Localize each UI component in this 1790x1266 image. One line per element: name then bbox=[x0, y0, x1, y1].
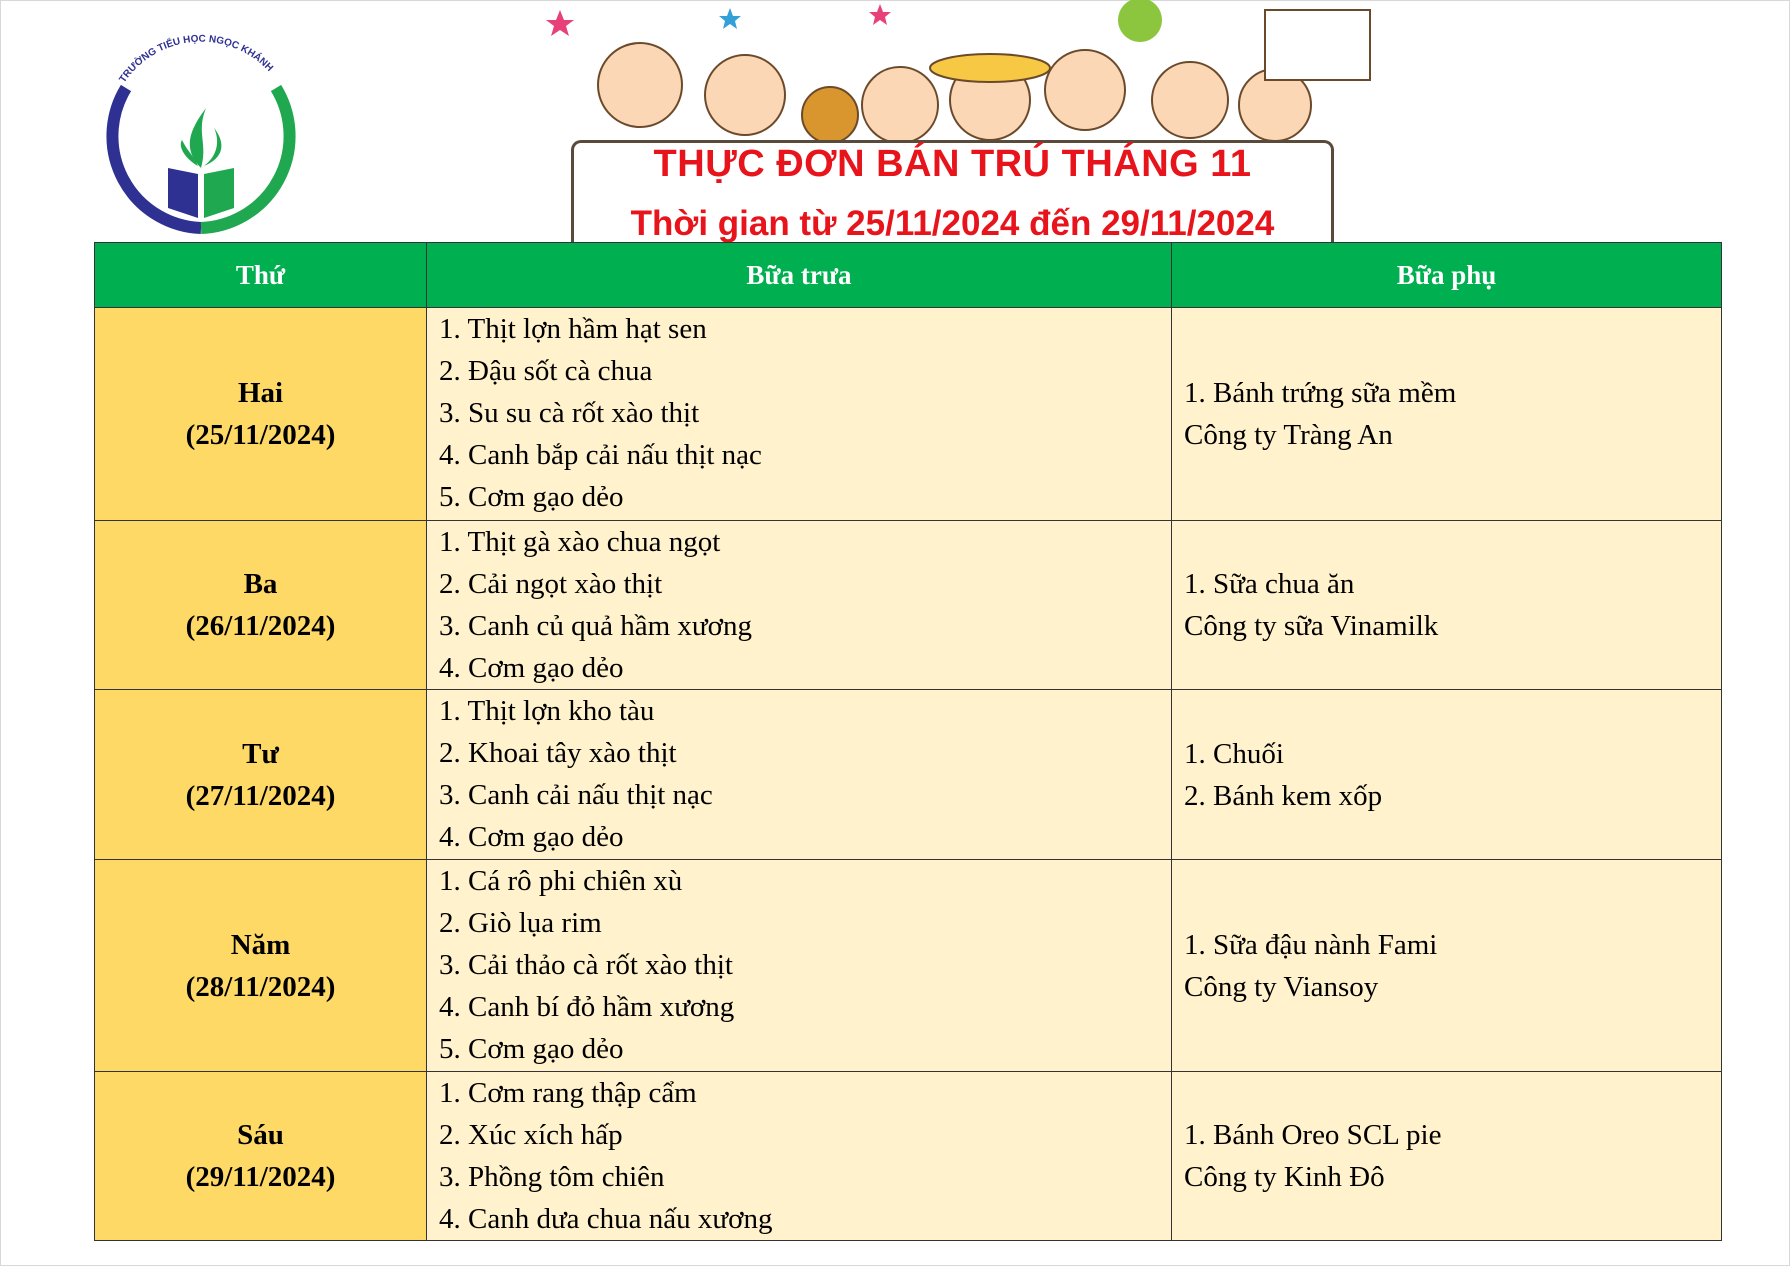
day-name: Tư bbox=[242, 737, 279, 770]
table-row bbox=[95, 1072, 1722, 1241]
day-cell bbox=[95, 1072, 427, 1241]
day-name: Ba bbox=[243, 568, 278, 600]
lunch-item: 2. Khoai tây xào thịt bbox=[439, 737, 677, 769]
day-cell bbox=[95, 860, 427, 1072]
lunch-cell bbox=[427, 308, 1172, 521]
day-cell bbox=[95, 690, 427, 860]
page-title: THỰC ĐƠN BÁN TRÚ THÁNG 11 bbox=[653, 143, 1252, 185]
day-name: Năm bbox=[230, 928, 291, 961]
snack-item: Công ty sữa Vinamilk bbox=[1184, 610, 1439, 642]
lunch-item: 4. Canh bắp cải nấu thịt nạc bbox=[439, 439, 762, 471]
lunch-item: 1. Cá rô phi chiên xù bbox=[439, 865, 683, 897]
snack-item: 1. Sữa chua ăn bbox=[1184, 568, 1355, 600]
day-date: (26/11/2024) bbox=[185, 610, 336, 642]
lunch-item: 1. Thịt gà xào chua ngọt bbox=[439, 526, 721, 558]
lunch-item: 5. Cơm gạo dẻo bbox=[439, 481, 624, 513]
snack-item: 1. Sữa đậu nành Fami bbox=[1184, 928, 1438, 961]
snack-item: Công ty Kinh Đô bbox=[1184, 1161, 1385, 1193]
snack-cell bbox=[1172, 521, 1722, 690]
column-header-day: Thứ bbox=[95, 243, 427, 308]
snack-item: Công ty Viansoy bbox=[1184, 970, 1379, 1003]
snack-cell bbox=[1172, 690, 1722, 860]
lunch-cell bbox=[427, 521, 1172, 690]
table-row bbox=[95, 690, 1722, 860]
lunch-item: 3. Canh cải nấu thịt nạc bbox=[439, 779, 713, 811]
lunch-item: 2. Đậu sốt cà chua bbox=[439, 355, 653, 387]
day-date: (28/11/2024) bbox=[185, 970, 336, 1003]
snack-cell bbox=[1172, 1072, 1722, 1241]
column-header-snack: Bữa phụ bbox=[1172, 243, 1722, 308]
lunch-item: 3. Cải thảo cà rốt xào thịt bbox=[439, 949, 733, 981]
menu-table bbox=[94, 242, 1722, 1241]
day-name: Sáu bbox=[237, 1119, 284, 1151]
day-date: (25/11/2024) bbox=[185, 419, 336, 451]
lunch-item: 3. Canh củ quả hầm xương bbox=[439, 610, 752, 642]
lunch-item: 4. Cơm gạo dẻo bbox=[439, 652, 624, 684]
snack-item: 1. Chuối bbox=[1184, 737, 1284, 770]
lunch-item: 1. Cơm rang thập cẩm bbox=[439, 1077, 697, 1109]
snack-item: 2. Bánh kem xốp bbox=[1184, 779, 1383, 812]
lunch-cell bbox=[427, 860, 1172, 1072]
lunch-item: 4. Cơm gạo dẻo bbox=[439, 821, 624, 853]
lunch-item: 2. Cải ngọt xào thịt bbox=[439, 568, 663, 600]
table-row bbox=[95, 308, 1722, 521]
snack-cell bbox=[1172, 860, 1722, 1072]
lunch-item: 2. Xúc xích hấp bbox=[439, 1119, 623, 1151]
day-cell bbox=[95, 521, 427, 690]
snack-item: 1. Bánh trứng sữa mềm bbox=[1184, 377, 1457, 409]
children-illustration bbox=[500, 0, 1380, 160]
table-header-row bbox=[95, 243, 1722, 308]
svg-text:TRƯỜNG TIỂU HỌC NGỌC KHÁNH: TRƯỜNG TIỂU HỌC NGỌC KHÁNH bbox=[117, 33, 275, 85]
date-range-subtitle: Thời gian từ 25/11/2024 đến 29/11/2024 bbox=[630, 204, 1275, 243]
school-logo bbox=[96, 28, 306, 238]
table-row bbox=[95, 860, 1722, 1072]
lunch-item: 1. Thịt lợn hầm hạt sen bbox=[439, 313, 707, 345]
table-row bbox=[95, 521, 1722, 690]
lunch-item: 3. Su su cà rốt xào thịt bbox=[439, 397, 700, 429]
snack-item: Công ty Tràng An bbox=[1184, 419, 1393, 451]
lunch-item: 5. Cơm gạo dẻo bbox=[439, 1033, 624, 1065]
lunch-item: 1. Thịt lợn kho tàu bbox=[439, 695, 655, 727]
lunch-cell bbox=[427, 690, 1172, 860]
snack-item: 1. Bánh Oreo SCL pie bbox=[1184, 1119, 1442, 1151]
lunch-item: 3. Phồng tôm chiên bbox=[439, 1161, 665, 1193]
lunch-item: 4. Canh bí đỏ hầm xương bbox=[439, 991, 735, 1023]
lunch-item: 2. Giò lụa rim bbox=[439, 907, 602, 939]
lunch-item: 4. Canh dưa chua nấu xương bbox=[439, 1203, 773, 1235]
day-name: Hai bbox=[237, 377, 284, 409]
lunch-cell bbox=[427, 1072, 1172, 1241]
snack-cell bbox=[1172, 308, 1722, 521]
day-cell bbox=[95, 308, 427, 521]
day-date: (27/11/2024) bbox=[185, 779, 336, 812]
day-date: (29/11/2024) bbox=[185, 1161, 336, 1193]
column-header-lunch: Bữa trưa bbox=[427, 243, 1172, 308]
